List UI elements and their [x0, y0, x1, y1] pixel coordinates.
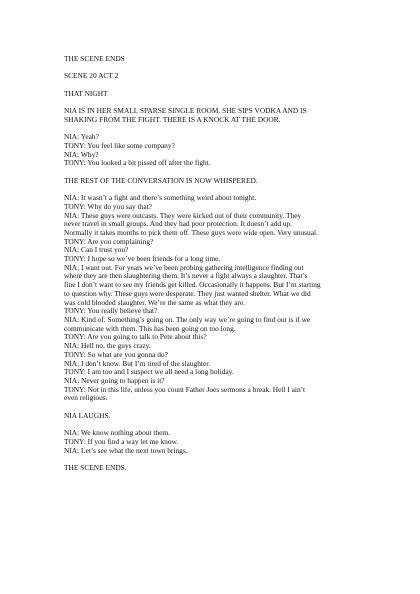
script-line: was cold blooded slaughter. We’re the same as what they are.: [64, 297, 246, 307]
script-paragraph: [64, 194, 384, 403]
script-line: THE REST OF THE CONVERSATION IS NOW WHISPERED.: [64, 175, 258, 185]
script-line: SCENE 20 ACT 2: [64, 71, 119, 81]
script-line: TONY: You really believe that?: [64, 306, 158, 316]
script-line: TONY: I am too and I suspect we all need a long holiday.: [64, 367, 234, 377]
script-line: NIA: Hell no, the guys crazy.: [64, 341, 151, 351]
script-paragraph: [64, 107, 384, 124]
script-line: NIA: These guys were outcasts. They were kicked out of their community. They: [64, 210, 302, 220]
script-paragraph: [64, 412, 384, 421]
script-line: SHAKING FROM THE FIGHT. THERE IS A KNOCK AT THE DOOR.: [64, 114, 281, 124]
script-paragraph: [64, 429, 384, 455]
script-line: NIA: Never going to happen is it?: [64, 375, 165, 385]
script-line: TONY: You feel like some company?: [64, 140, 175, 150]
script-line: NIA: Can I trust you?: [64, 245, 129, 255]
script-line: communicate with them. This has been going on too long.: [64, 323, 236, 333]
script-line: TONY: Why do you say that?: [64, 201, 152, 211]
script-line: to question why. These guys were desperate. They just wanted shelter. What we did: [64, 288, 311, 298]
script-line: TONY: Are you complaining?: [64, 236, 154, 246]
script-line: TONY: If you find a way let me know.: [64, 436, 179, 446]
script-paragraph: [64, 72, 384, 81]
script-line: fine I don’t want to see my friends get killed. Occasionally it happens. But I’m starting: [64, 280, 321, 290]
script-line: THE SCENE ENDS: [64, 54, 125, 63]
script-line: NIA LAUGHS.: [64, 410, 111, 420]
script-line: NIA IS IN HER SMALL SPARSE SINGLE ROOM. SHE SIPS VODKA AND IS: [64, 106, 307, 116]
script-paragraph: [64, 177, 384, 186]
script-page: [64, 55, 384, 481]
script-paragraph: [64, 133, 384, 168]
script-line: where they are then slaughtering them. It’s never a fight always a slaughter. That’s: [64, 271, 308, 281]
script-line: NIA: I want out. For years we’ve been probing gathering intelligence finding out: [64, 262, 304, 272]
script-line: NIA: We know nothing about them.: [64, 428, 171, 438]
script-paragraph: [64, 55, 384, 64]
script-line: NIA: I don’t know. But I’m tired of the slaughter.: [64, 358, 211, 368]
script-line: TONY: Are you going to talk to Pete about this?: [64, 332, 207, 342]
script-line: TONY: Not in this life, unless you count Father Joes sermons a break. Hell I ain’t: [64, 384, 306, 394]
script-line: NIA: It wasn’t a fight and there’s something weird about tonight.: [64, 193, 257, 203]
script-paragraph: [64, 464, 384, 473]
script-line: NIA: Yeah?: [64, 132, 99, 142]
script-line: never travel in small groups. And they had poor protection. It doesn’t add up.: [64, 219, 293, 229]
script-line: TONY: I hope so we’ve been friends for a long time.: [64, 254, 221, 264]
script-line: even religious.: [64, 393, 108, 403]
script-line: THAT NIGHT: [64, 88, 108, 98]
script-line: TONY: You looked a bit pissed off after the fight.: [64, 158, 211, 168]
script-line: TONY: So what are you gonna do?: [64, 349, 168, 359]
script-paragraph: [64, 90, 384, 99]
script-line: NIA: Kind of. Something’s going on. The only way we’re going to find out is if we: [64, 315, 311, 324]
script-line: Normally it takes months to pick them off. These guys were wide open. Very unusual.: [64, 227, 318, 237]
script-line: NIA: Why?: [64, 149, 99, 159]
script-line: THE SCENE ENDS.: [64, 462, 127, 472]
script-line: NIA: Let’s see what the next town brings.: [64, 445, 188, 455]
